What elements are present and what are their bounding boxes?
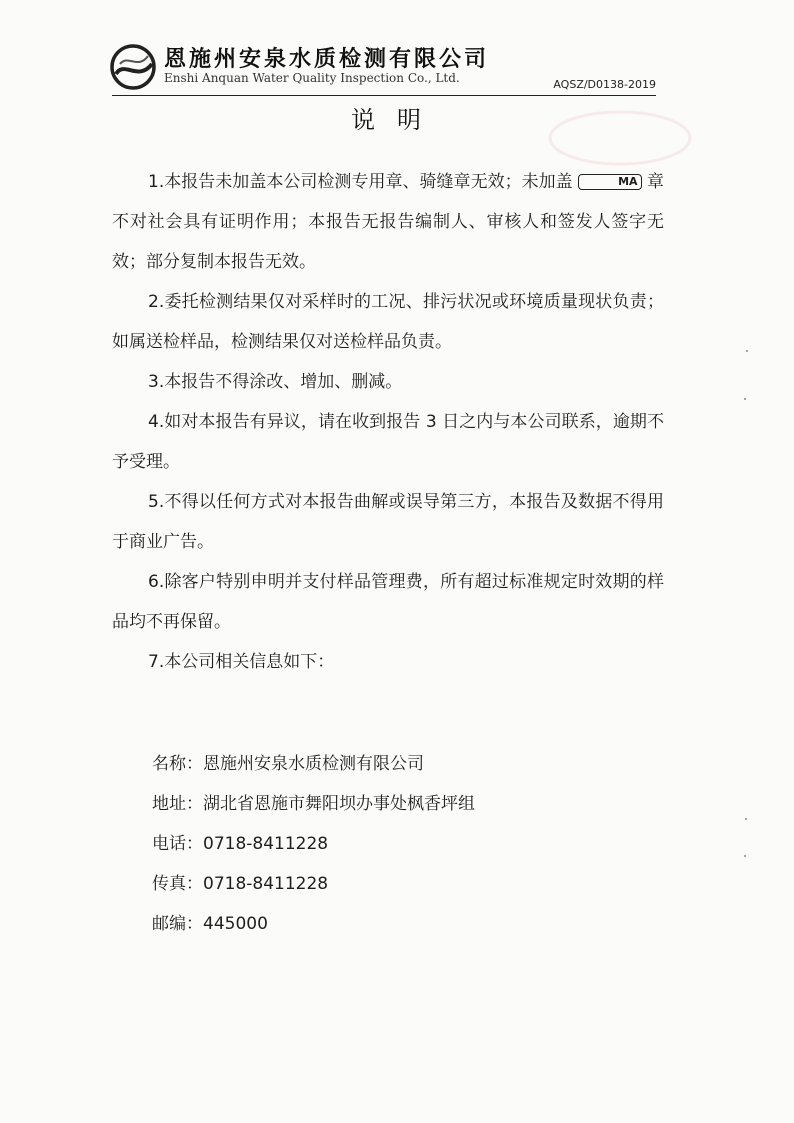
note-paragraph-2: 2.委托检测结果仅对采样时的工况、排污状况或环境质量现状负责；如属送检样品，检测结果仅对送检样品负责。 bbox=[112, 292, 664, 352]
note-paragraph-1 bbox=[112, 162, 664, 282]
company-name-cn: 恩施州安泉水质检测有限公司 bbox=[164, 47, 490, 72]
note-1-text-b: 章不对社会具有证明作用；本报告无报告编制人、审核人和签发人签字无效；部分复制本报告无效。 bbox=[112, 172, 665, 272]
company-info bbox=[152, 744, 632, 944]
note-paragraph-4: 4.如对本报告有异议，请在收到报告 3 日之内与本公司联系，逾期不予受理。 bbox=[112, 412, 664, 472]
scan-speck bbox=[746, 350, 748, 352]
letterhead bbox=[108, 40, 656, 98]
notes-section bbox=[112, 162, 664, 682]
info-address: 地址：湖北省恩施市舞阳坝办事处枫香坪组 bbox=[152, 794, 475, 814]
page-title: 说明 bbox=[351, 106, 443, 134]
cma-mark-icon: MA bbox=[578, 174, 641, 190]
company-name-en: Enshi Anquan Water Quality Inspection Co., Ltd. bbox=[164, 71, 460, 85]
note-paragraph-3: 3.本报告不得涂改、增加、删减。 bbox=[148, 372, 403, 392]
note-paragraph-7: 7.本公司相关信息如下： bbox=[148, 652, 335, 672]
scan-speck bbox=[744, 855, 746, 857]
info-phone: 电话：0718-8411228 bbox=[152, 834, 329, 854]
note-1-text-a: 1.本报告未加盖本公司检测专用章、骑缝章无效；未加盖 bbox=[148, 172, 579, 192]
note-paragraph-5: 5.不得以任何方式对本报告曲解或误导第三方，本报告及数据不得用于商业广告。 bbox=[112, 492, 664, 552]
note-paragraph-6: 6.除客户特别申明并支付样品管理费，所有超过标准规定时效期的样品均不再保留。 bbox=[112, 572, 664, 632]
info-postcode: 邮编：445000 bbox=[152, 914, 268, 934]
header-divider bbox=[112, 95, 656, 96]
info-name: 名称：恩施州安泉水质检测有限公司 bbox=[152, 754, 424, 774]
info-fax: 传真：0718-8411228 bbox=[152, 874, 329, 894]
company-logo-icon bbox=[108, 42, 158, 92]
scan-speck bbox=[744, 398, 746, 400]
document-code: AQSZ/D0138-2019 bbox=[553, 78, 656, 91]
scan-speck bbox=[745, 818, 747, 820]
